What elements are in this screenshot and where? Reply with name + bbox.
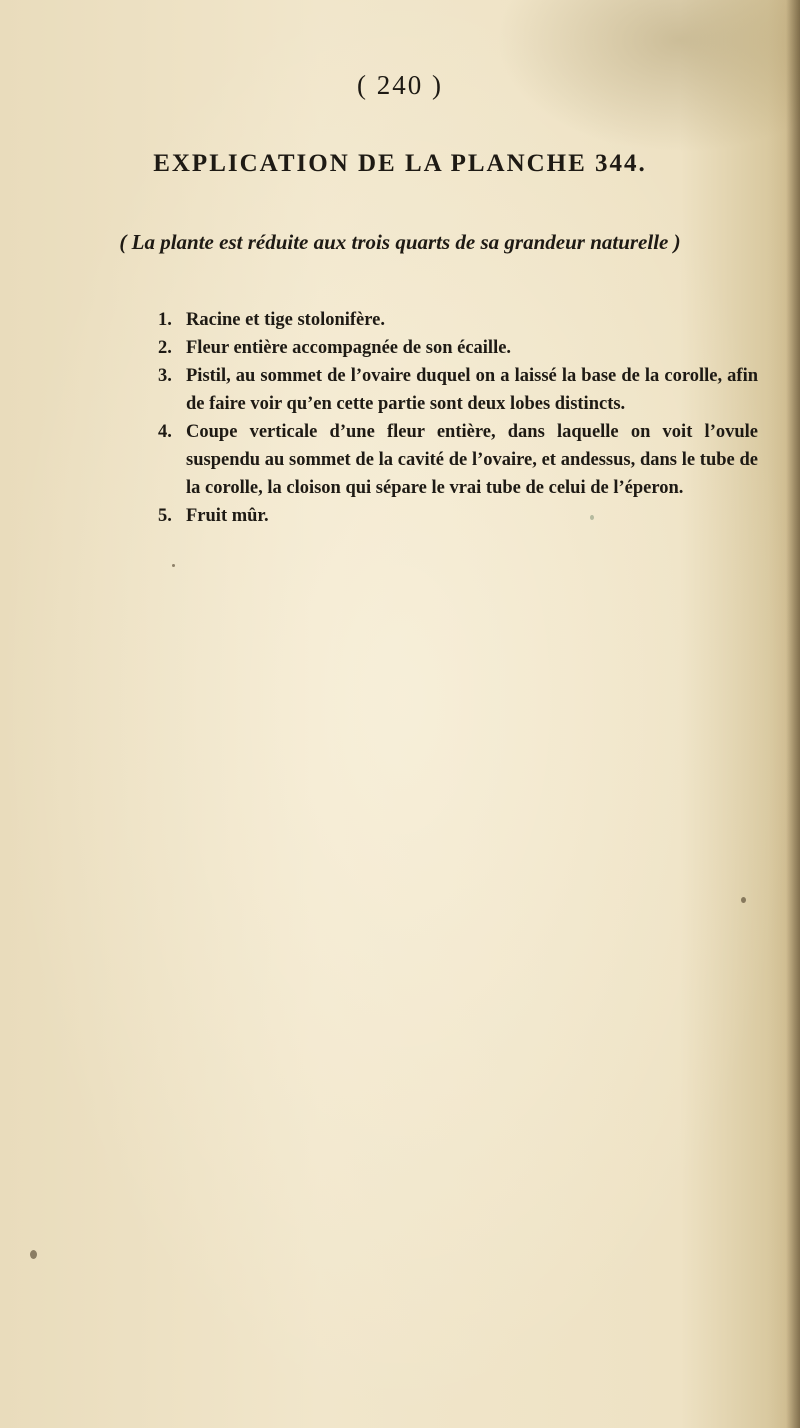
item-number: 5. [158,506,172,526]
paper-speck [30,1250,37,1259]
item-text: Fruit mûr. [186,506,269,526]
plate-explanation-list [158,306,758,530]
item-text: Racine et tige stolonifère. [186,310,385,330]
paper-speck [590,515,594,520]
list-item [158,306,758,334]
page-edge-shadow [786,0,800,1428]
item-number: 4. [158,422,172,442]
plate-subtitle: ( La plante est réduite aux trois quarts de sa grandeur naturelle ) [119,230,681,254]
list-item [158,502,758,530]
list-item [158,418,758,502]
page-number: ( 240 ) [357,70,443,100]
item-number: 1. [158,310,172,330]
paper-speck [172,564,175,567]
item-text: Pistil, au sommet de l’ovaire duquel on a laissé la base de la corolle, afin de faire voir qu’en cette partie sont deux lobes distincts. [186,366,758,414]
plate-heading: EXPLICATION DE LA PLANCHE 344. [153,150,647,177]
list-item [158,362,758,418]
list-item [158,334,758,362]
item-text: Coupe verticale d’une fleur entière, dans laquelle on voit l’ovule suspendu au sommet de la cavité de l’ovaire, et andessus, dans le tube de la corolle, la cloison qui sépare le vrai tube de celui de l’éperon. [186,422,758,498]
item-number: 3. [158,366,172,386]
item-number: 2. [158,338,172,358]
item-text: Fleur entière accompagnée de son écaille. [186,338,512,358]
paper-speck [741,897,746,903]
